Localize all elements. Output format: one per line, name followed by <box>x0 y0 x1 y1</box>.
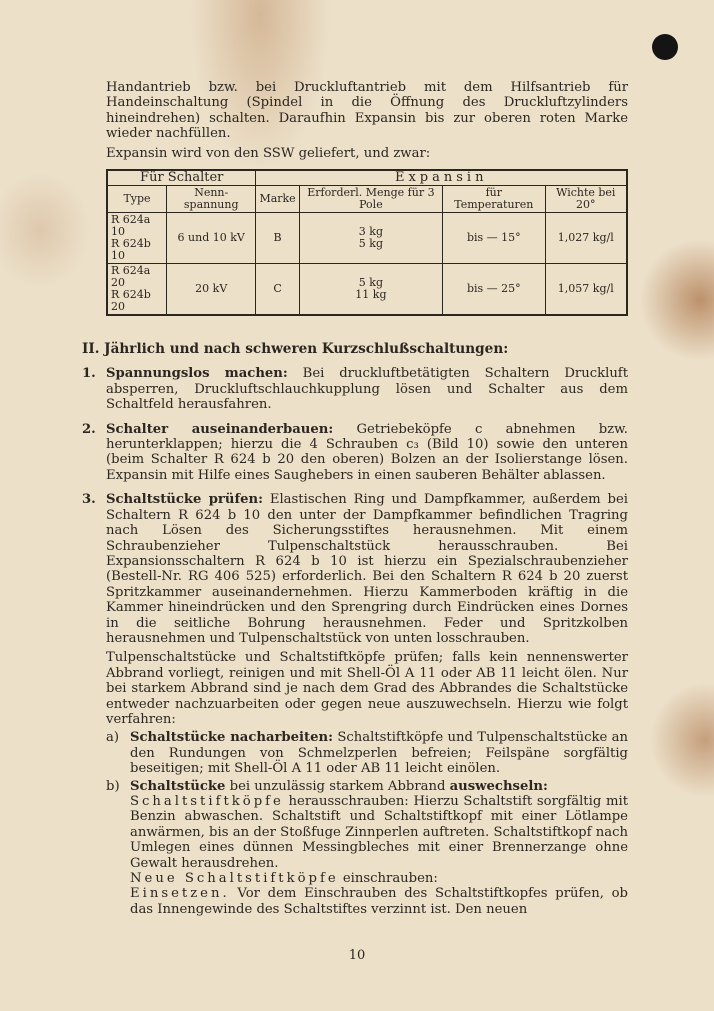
cell-density: 1,057 kg/l <box>545 264 627 316</box>
list-item <box>82 422 628 484</box>
item-title: Schaltstücke prüfen: <box>106 492 263 508</box>
sub-letter: a) <box>106 730 120 746</box>
punch-hole <box>652 34 678 60</box>
sub-letter: b) <box>106 778 120 794</box>
spaced-term: Schaltstiftköpfe <box>130 794 284 809</box>
expansin-table <box>106 169 628 316</box>
sub-text: einschrauben: <box>338 871 438 887</box>
cell-voltage: 6 und 10 kV <box>166 213 255 264</box>
spaced-term: Neue Schaltstiftköpfe <box>130 871 339 887</box>
cell-temperature: bis — 25° <box>443 264 545 316</box>
sub-item-b <box>82 779 628 918</box>
sub-item-a <box>82 730 628 776</box>
item-number: 2. <box>82 421 96 437</box>
cell-voltage: 20 kV <box>166 264 255 316</box>
cell-type: R 624a 20 R 624b 20 <box>107 264 166 316</box>
item-title: Schalter auseinanderbauen: <box>106 421 334 437</box>
item-text: Elastischen Ring und Dampfkammer, außerdem bei Schaltern R 624 b 10 den unter der Dampfkammer befindlichen Tragring nach Lösen des Sicherungsstiftes herausnehmen. Mit einem Schraubenzieher Tulpenschaltstück herausschrauben. Bei Expansionsschaltern R 624 b 10 ist hierzu ein Spezialschraubenzieher (Bestell-Nr. RG 406 525) erforderlich. Bei den Schaltern R 624 b 20 zuerst Spritzkammer auseinandernehmen. Hierzu Kammerboden kräftig in die Kammer hineindrücken und den Sprengring durch Eindrücken eines Dornes in die seitliche Bohrung herausnehmen. Feder und Spritzkolben herausnehmen und Tulpenschaltstück von unten losschrauben. <box>106 492 628 646</box>
cell-mark: B <box>256 213 299 264</box>
table-row <box>107 264 627 316</box>
cell-temperature: bis — 15° <box>443 213 545 264</box>
sub-text: Vor dem Einschrauben des Schaltstiftkopfes prüfen, ob das Innengewinde des Schaltstiftes verzinnt ist. Den neuen <box>130 886 628 917</box>
sub-text: bei unzulässig starkem Abbrand <box>225 778 450 794</box>
header-amount: Erforderl. Menge für 3 Pole <box>299 186 442 213</box>
followup-paragraph: Tulpenschaltstücke und Schaltstiftköpfe prüfen; falls kein nennenswerter Abbrand vorliegt, reinigen und mit Shell-Öl A 11 oder AB 11 leicht ölen. Nur bei starkem Abbrand sind je nach dem Grad des Abbrandes die Schaltstücke entweder nachzuarbeiten oder gegen neue auszuwechseln. Hierzu wie folgt verfahren: <box>106 650 628 727</box>
header-type: Type <box>107 186 166 213</box>
list-item <box>82 492 628 646</box>
cell-density: 1,027 kg/l <box>545 213 627 264</box>
header-mark: Marke <box>256 186 299 213</box>
item-number: 1. <box>82 366 96 382</box>
table-group-expansin: Expansin <box>256 170 627 186</box>
header-temperature: für Temperaturen <box>443 186 545 213</box>
table-row <box>107 213 627 264</box>
item-number: 3. <box>82 492 96 508</box>
item-text: Getriebeköpfe c abnehmen bzw. herunterklappen; hierzu die 4 Schrauben c₃ (Bild 10) sowie den unteren (beim Schalter R 624 b 20 den oberen) Bolzen an der Isolierstange lösen. Expansin mit Hilfe eines Saughebers in einen sauberen Behälter ablassen. <box>106 421 629 483</box>
table-group-switch: Für Schalter <box>107 170 256 186</box>
item-text: Bei druckluftbetätigten Schaltern Druckluft absperren, Druckluftschlauchkupplung lösen und Schalter aus dem Schaltfeld herausfahren. <box>106 366 628 413</box>
supplier-note: Expansin wird von den SSW geliefert, und zwar: <box>106 145 431 161</box>
page-number: 10 <box>348 948 366 963</box>
cell-amount: 5 kg 11 kg <box>299 264 442 316</box>
sub-title: Schaltstücke nacharbeiten: <box>130 730 333 746</box>
sub-text: herausschrauben: Hierzu Schaltstift sorgfältig mit Benzin abwaschen. Schaltstift und Schaltstiftkopf mit einer Lötlampe anwärmen, bis an der Stoßfuge Zinnperlen auftreten. Schaltstiftkopf nach Umlegen eines dünnen Messingbleches mit einer Brennerzange ohne Gewalt herausdrehen. <box>130 794 628 871</box>
cell-type: R 624a 10 R 624b 10 <box>107 213 166 264</box>
list-item <box>82 366 628 412</box>
page-content <box>82 80 628 917</box>
section-heading: II. Jährlich und nach schweren Kurzschlußschaltungen: <box>82 341 509 358</box>
spaced-term: Einsetzen. <box>130 886 230 902</box>
cell-amount: 3 kg 5 kg <box>299 213 442 264</box>
header-voltage: Nenn-spannung <box>166 186 255 213</box>
header-density: Wichte bei 20° <box>545 186 627 213</box>
sub-title-2: auswechseln: <box>449 778 548 794</box>
intro-paragraph: Handantrieb bzw. bei Druckluftantrieb mit dem Hilfsantrieb für Handeinschaltung (Spindel in die Öffnung des Druckluftzylinders hineindrehen) schalten. Daraufhin Expansin bis zur oberen roten Marke wieder nachfüllen. <box>106 80 628 142</box>
sub-text: Schaltstiftköpfe und Tulpenschaltstücke an den Rundungen von Schmelzperlen befreien; Feilspäne sorgfältig beseitigen; mit Shell-Öl A 11 oder AB 11 leicht einölen. <box>130 730 628 777</box>
cell-mark: C <box>256 264 299 316</box>
sub-title: Schaltstücke <box>130 778 226 794</box>
item-title: Spannungslos machen: <box>106 366 288 382</box>
